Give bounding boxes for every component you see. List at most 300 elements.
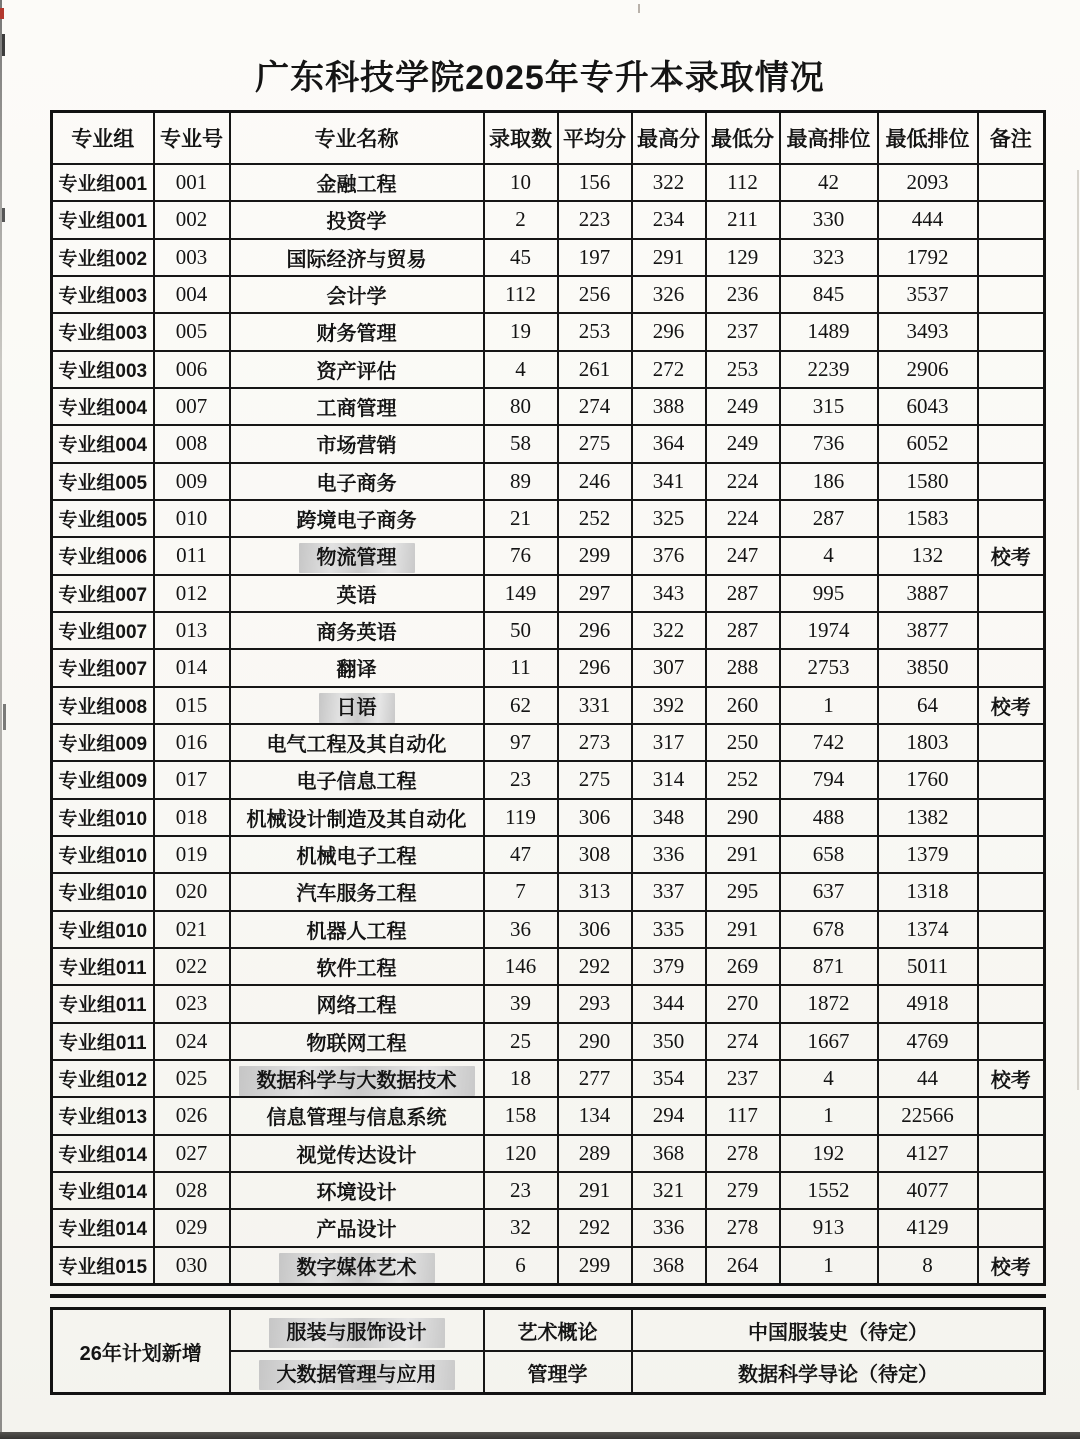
planned-new-majors-table bbox=[50, 1307, 1046, 1395]
bottom-rank-cell: 1580 bbox=[878, 463, 978, 500]
major-group-cell: 专业组014 bbox=[52, 1172, 154, 1209]
remark-cell bbox=[978, 425, 1045, 462]
header-major-no: 专业号 bbox=[154, 112, 230, 165]
admit-count-cell: 120 bbox=[484, 1135, 558, 1172]
major-group-cell: 专业组012 bbox=[52, 1060, 154, 1097]
highlighted-major-name: 大数据管理与应用 bbox=[259, 1360, 455, 1390]
min-score-cell: 287 bbox=[706, 575, 780, 612]
bottom-rank-cell: 3887 bbox=[878, 575, 978, 612]
max-score-cell: 354 bbox=[632, 1060, 706, 1097]
admit-count-cell: 149 bbox=[484, 575, 558, 612]
table-row bbox=[52, 463, 1045, 500]
min-score-cell: 278 bbox=[706, 1135, 780, 1172]
top-rank-cell: 637 bbox=[780, 873, 878, 910]
major-name-cell: 会计学 bbox=[230, 276, 484, 313]
major-name-cell: 网络工程 bbox=[230, 985, 484, 1022]
major-no-cell: 022 bbox=[154, 948, 230, 985]
major-group-cell: 专业组005 bbox=[52, 463, 154, 500]
major-name-cell bbox=[230, 687, 484, 724]
major-group-cell: 专业组003 bbox=[52, 351, 154, 388]
max-score-cell: 376 bbox=[632, 537, 706, 574]
admissions-table-body bbox=[52, 164, 1045, 1285]
max-score-cell: 336 bbox=[632, 836, 706, 873]
top-rank-cell: 658 bbox=[780, 836, 878, 873]
table-row bbox=[52, 649, 1045, 686]
min-score-cell: 224 bbox=[706, 500, 780, 537]
major-name-cell: 国际经济与贸易 bbox=[230, 239, 484, 276]
avg-score-cell: 289 bbox=[558, 1135, 632, 1172]
highlighted-major-name: 数字媒体艺术 bbox=[279, 1253, 435, 1283]
major-no-cell: 016 bbox=[154, 724, 230, 761]
major-group-cell: 专业组010 bbox=[52, 873, 154, 910]
table-row bbox=[52, 761, 1045, 798]
major-name-cell: 环境设计 bbox=[230, 1172, 484, 1209]
admit-count-cell: 62 bbox=[484, 687, 558, 724]
major-group-cell: 专业组010 bbox=[52, 799, 154, 836]
top-rank-cell: 315 bbox=[780, 388, 878, 425]
bottom-rank-cell: 22566 bbox=[878, 1097, 978, 1134]
major-name-cell: 投资学 bbox=[230, 201, 484, 238]
top-rank-cell: 192 bbox=[780, 1135, 878, 1172]
major-group-cell: 专业组003 bbox=[52, 276, 154, 313]
planned-course-cell: 数据科学导论（待定） bbox=[632, 1351, 1045, 1394]
table-row bbox=[52, 1023, 1045, 1060]
min-score-cell: 236 bbox=[706, 276, 780, 313]
top-rank-cell: 736 bbox=[780, 425, 878, 462]
min-score-cell: 264 bbox=[706, 1247, 780, 1285]
avg-score-cell: 256 bbox=[558, 276, 632, 313]
max-score-cell: 336 bbox=[632, 1209, 706, 1246]
top-rank-cell: 42 bbox=[780, 164, 878, 201]
avg-score-cell: 290 bbox=[558, 1023, 632, 1060]
max-score-cell: 344 bbox=[632, 985, 706, 1022]
major-no-cell: 015 bbox=[154, 687, 230, 724]
scan-mark bbox=[2, 208, 5, 222]
avg-score-cell: 134 bbox=[558, 1097, 632, 1134]
scan-mark bbox=[638, 4, 640, 13]
table-row bbox=[52, 799, 1045, 836]
table-row bbox=[52, 985, 1045, 1022]
min-score-cell: 291 bbox=[706, 911, 780, 948]
table-row bbox=[52, 612, 1045, 649]
top-rank-cell: 488 bbox=[780, 799, 878, 836]
bottom-rank-cell: 4127 bbox=[878, 1135, 978, 1172]
major-name-cell: 工商管理 bbox=[230, 388, 484, 425]
admit-count-cell: 45 bbox=[484, 239, 558, 276]
admit-count-cell: 158 bbox=[484, 1097, 558, 1134]
planned-major-name-cell bbox=[230, 1309, 484, 1352]
major-group-cell: 专业组005 bbox=[52, 500, 154, 537]
top-rank-cell: 913 bbox=[780, 1209, 878, 1246]
major-no-cell: 002 bbox=[154, 201, 230, 238]
major-name-cell: 翻译 bbox=[230, 649, 484, 686]
remark-cell: 校考 bbox=[978, 687, 1045, 724]
major-no-cell: 006 bbox=[154, 351, 230, 388]
table-row bbox=[52, 575, 1045, 612]
table-row bbox=[52, 351, 1045, 388]
header-avg-score: 平均分 bbox=[558, 112, 632, 165]
header-major-group: 专业组 bbox=[52, 112, 154, 165]
remark-cell bbox=[978, 1023, 1045, 1060]
table-row bbox=[52, 1135, 1045, 1172]
table-row bbox=[52, 276, 1045, 313]
major-group-cell: 专业组007 bbox=[52, 649, 154, 686]
major-name-cell: 金融工程 bbox=[230, 164, 484, 201]
table-row bbox=[52, 724, 1045, 761]
max-score-cell: 335 bbox=[632, 911, 706, 948]
avg-score-cell: 274 bbox=[558, 388, 632, 425]
avg-score-cell: 275 bbox=[558, 425, 632, 462]
major-no-cell: 029 bbox=[154, 1209, 230, 1246]
top-rank-cell: 4 bbox=[780, 537, 878, 574]
remark-cell bbox=[978, 985, 1045, 1022]
major-name-cell bbox=[230, 537, 484, 574]
max-score-cell: 307 bbox=[632, 649, 706, 686]
max-score-cell: 392 bbox=[632, 687, 706, 724]
max-score-cell: 368 bbox=[632, 1247, 706, 1285]
major-group-cell: 专业组014 bbox=[52, 1209, 154, 1246]
highlighted-major-name: 数据科学与大数据技术 bbox=[239, 1066, 475, 1096]
top-rank-cell: 2239 bbox=[780, 351, 878, 388]
bottom-rank-cell: 1374 bbox=[878, 911, 978, 948]
avg-score-cell: 296 bbox=[558, 612, 632, 649]
bottom-rank-cell: 1760 bbox=[878, 761, 978, 798]
max-score-cell: 322 bbox=[632, 612, 706, 649]
avg-score-cell: 296 bbox=[558, 649, 632, 686]
top-rank-cell: 4 bbox=[780, 1060, 878, 1097]
min-score-cell: 224 bbox=[706, 463, 780, 500]
major-no-cell: 019 bbox=[154, 836, 230, 873]
bottom-rank-cell: 44 bbox=[878, 1060, 978, 1097]
major-group-cell: 专业组003 bbox=[52, 313, 154, 350]
major-no-cell: 023 bbox=[154, 985, 230, 1022]
table-row bbox=[52, 164, 1045, 201]
major-no-cell: 003 bbox=[154, 239, 230, 276]
major-group-cell: 专业组013 bbox=[52, 1097, 154, 1134]
remark-cell bbox=[978, 911, 1045, 948]
major-no-cell: 027 bbox=[154, 1135, 230, 1172]
bottom-rank-cell: 2093 bbox=[878, 164, 978, 201]
top-rank-cell: 1552 bbox=[780, 1172, 878, 1209]
max-score-cell: 337 bbox=[632, 873, 706, 910]
bottom-rank-cell: 8 bbox=[878, 1247, 978, 1285]
avg-score-cell: 306 bbox=[558, 799, 632, 836]
major-no-cell: 013 bbox=[154, 612, 230, 649]
major-group-cell: 专业组007 bbox=[52, 612, 154, 649]
admit-count-cell: 4 bbox=[484, 351, 558, 388]
admit-count-cell: 25 bbox=[484, 1023, 558, 1060]
admit-count-cell: 36 bbox=[484, 911, 558, 948]
remark-cell bbox=[978, 388, 1045, 425]
min-score-cell: 287 bbox=[706, 612, 780, 649]
major-group-cell: 专业组009 bbox=[52, 724, 154, 761]
remark-cell bbox=[978, 1209, 1045, 1246]
min-score-cell: 291 bbox=[706, 836, 780, 873]
top-rank-cell: 1872 bbox=[780, 985, 878, 1022]
major-no-cell: 009 bbox=[154, 463, 230, 500]
major-no-cell: 014 bbox=[154, 649, 230, 686]
header-remark: 备注 bbox=[978, 112, 1045, 165]
top-rank-cell: 1 bbox=[780, 1097, 878, 1134]
major-no-cell: 020 bbox=[154, 873, 230, 910]
min-score-cell: 253 bbox=[706, 351, 780, 388]
planned-major-row bbox=[52, 1309, 1045, 1352]
major-group-cell: 专业组009 bbox=[52, 761, 154, 798]
major-group-cell: 专业组014 bbox=[52, 1135, 154, 1172]
top-rank-cell: 678 bbox=[780, 911, 878, 948]
major-name-cell: 电子信息工程 bbox=[230, 761, 484, 798]
bottom-rank-cell: 5011 bbox=[878, 948, 978, 985]
planned-new-majors-body bbox=[52, 1309, 1045, 1394]
bottom-rank-cell: 1583 bbox=[878, 500, 978, 537]
remark-cell bbox=[978, 799, 1045, 836]
top-rank-cell: 1974 bbox=[780, 612, 878, 649]
bottom-rank-cell: 3850 bbox=[878, 649, 978, 686]
min-score-cell: 112 bbox=[706, 164, 780, 201]
remark-cell bbox=[978, 164, 1045, 201]
admit-count-cell: 76 bbox=[484, 537, 558, 574]
top-rank-cell: 742 bbox=[780, 724, 878, 761]
major-name-cell: 跨境电子商务 bbox=[230, 500, 484, 537]
table-row bbox=[52, 1097, 1045, 1134]
top-rank-cell: 330 bbox=[780, 201, 878, 238]
avg-score-cell: 156 bbox=[558, 164, 632, 201]
admit-count-cell: 23 bbox=[484, 761, 558, 798]
top-rank-cell: 1 bbox=[780, 687, 878, 724]
major-name-cell: 软件工程 bbox=[230, 948, 484, 985]
header-bottom-rank: 最低排位 bbox=[878, 112, 978, 165]
remark-cell bbox=[978, 724, 1045, 761]
avg-score-cell: 297 bbox=[558, 575, 632, 612]
top-rank-cell: 1667 bbox=[780, 1023, 878, 1060]
header-max-score: 最高分 bbox=[632, 112, 706, 165]
top-rank-cell: 845 bbox=[780, 276, 878, 313]
major-group-cell: 专业组011 bbox=[52, 985, 154, 1022]
major-name-cell: 机械电子工程 bbox=[230, 836, 484, 873]
max-score-cell: 350 bbox=[632, 1023, 706, 1060]
major-group-cell: 专业组002 bbox=[52, 239, 154, 276]
scan-bottom-strip bbox=[0, 1432, 1080, 1439]
admit-count-cell: 146 bbox=[484, 948, 558, 985]
table-row bbox=[52, 948, 1045, 985]
scan-right-edge bbox=[1077, 170, 1079, 1090]
max-score-cell: 343 bbox=[632, 575, 706, 612]
major-no-cell: 017 bbox=[154, 761, 230, 798]
avg-score-cell: 223 bbox=[558, 201, 632, 238]
major-no-cell: 001 bbox=[154, 164, 230, 201]
highlighted-major-name: 日语 bbox=[319, 693, 395, 723]
avg-score-cell: 299 bbox=[558, 537, 632, 574]
table-row bbox=[52, 836, 1045, 873]
remark-cell bbox=[978, 1097, 1045, 1134]
min-score-cell: 249 bbox=[706, 388, 780, 425]
max-score-cell: 368 bbox=[632, 1135, 706, 1172]
planned-subject-cell: 管理学 bbox=[484, 1351, 632, 1394]
major-group-cell: 专业组010 bbox=[52, 911, 154, 948]
avg-score-cell: 197 bbox=[558, 239, 632, 276]
major-name-cell: 物联网工程 bbox=[230, 1023, 484, 1060]
remark-cell: 校考 bbox=[978, 537, 1045, 574]
major-name-cell: 商务英语 bbox=[230, 612, 484, 649]
header-admit-count: 录取数 bbox=[484, 112, 558, 165]
major-group-cell: 专业组007 bbox=[52, 575, 154, 612]
min-score-cell: 269 bbox=[706, 948, 780, 985]
highlighted-major-name: 物流管理 bbox=[299, 543, 415, 573]
major-group-cell: 专业组006 bbox=[52, 537, 154, 574]
planned-course-cell: 中国服装史（待定） bbox=[632, 1309, 1045, 1352]
table-row bbox=[52, 911, 1045, 948]
top-rank-cell: 1489 bbox=[780, 313, 878, 350]
avg-score-cell: 252 bbox=[558, 500, 632, 537]
max-score-cell: 379 bbox=[632, 948, 706, 985]
planned-subject-cell: 艺术概论 bbox=[484, 1309, 632, 1352]
bottom-rank-cell: 64 bbox=[878, 687, 978, 724]
header-row bbox=[52, 112, 1045, 165]
major-group-cell: 专业组011 bbox=[52, 1023, 154, 1060]
min-score-cell: 270 bbox=[706, 985, 780, 1022]
min-score-cell: 237 bbox=[706, 313, 780, 350]
red-scan-mark bbox=[0, 8, 4, 19]
remark-cell bbox=[978, 463, 1045, 500]
min-score-cell: 237 bbox=[706, 1060, 780, 1097]
max-score-cell: 341 bbox=[632, 463, 706, 500]
avg-score-cell: 293 bbox=[558, 985, 632, 1022]
major-name-cell: 产品设计 bbox=[230, 1209, 484, 1246]
max-score-cell: 321 bbox=[632, 1172, 706, 1209]
major-group-cell: 专业组004 bbox=[52, 388, 154, 425]
max-score-cell: 234 bbox=[632, 201, 706, 238]
admit-count-cell: 21 bbox=[484, 500, 558, 537]
major-name-cell: 市场营销 bbox=[230, 425, 484, 462]
remark-cell bbox=[978, 612, 1045, 649]
major-no-cell: 004 bbox=[154, 276, 230, 313]
major-name-cell: 视觉传达设计 bbox=[230, 1135, 484, 1172]
table-row bbox=[52, 1209, 1045, 1246]
top-rank-cell: 995 bbox=[780, 575, 878, 612]
table-row bbox=[52, 1060, 1045, 1097]
min-score-cell: 260 bbox=[706, 687, 780, 724]
bottom-rank-cell: 1318 bbox=[878, 873, 978, 910]
top-rank-cell: 2753 bbox=[780, 649, 878, 686]
table-row bbox=[52, 873, 1045, 910]
admit-count-cell: 47 bbox=[484, 836, 558, 873]
table-row bbox=[52, 537, 1045, 574]
bottom-rank-cell: 1382 bbox=[878, 799, 978, 836]
bottom-rank-cell: 1792 bbox=[878, 239, 978, 276]
remark-cell bbox=[978, 948, 1045, 985]
avg-score-cell: 261 bbox=[558, 351, 632, 388]
bottom-rank-cell: 444 bbox=[878, 201, 978, 238]
admit-count-cell: 2 bbox=[484, 201, 558, 238]
remark-cell bbox=[978, 1172, 1045, 1209]
major-no-cell: 021 bbox=[154, 911, 230, 948]
max-score-cell: 388 bbox=[632, 388, 706, 425]
avg-score-cell: 292 bbox=[558, 1209, 632, 1246]
admit-count-cell: 50 bbox=[484, 612, 558, 649]
major-name-cell: 英语 bbox=[230, 575, 484, 612]
major-group-cell: 专业组010 bbox=[52, 836, 154, 873]
bottom-rank-cell: 6052 bbox=[878, 425, 978, 462]
major-no-cell: 012 bbox=[154, 575, 230, 612]
major-name-cell: 财务管理 bbox=[230, 313, 484, 350]
admit-count-cell: 119 bbox=[484, 799, 558, 836]
avg-score-cell: 277 bbox=[558, 1060, 632, 1097]
header-top-rank: 最高排位 bbox=[780, 112, 878, 165]
remark-cell bbox=[978, 1135, 1045, 1172]
admit-count-cell: 6 bbox=[484, 1247, 558, 1285]
major-no-cell: 024 bbox=[154, 1023, 230, 1060]
remark-cell bbox=[978, 351, 1045, 388]
scan-mark bbox=[3, 704, 6, 730]
page-title: 广东科技学院2025年专升本录取情况 bbox=[255, 59, 825, 97]
remark-cell bbox=[978, 276, 1045, 313]
major-name-cell: 信息管理与信息系统 bbox=[230, 1097, 484, 1134]
table-row bbox=[52, 687, 1045, 724]
top-rank-cell: 186 bbox=[780, 463, 878, 500]
top-rank-cell: 794 bbox=[780, 761, 878, 798]
max-score-cell: 326 bbox=[632, 276, 706, 313]
table-row bbox=[52, 388, 1045, 425]
major-group-cell: 专业组008 bbox=[52, 687, 154, 724]
bottom-rank-cell: 1803 bbox=[878, 724, 978, 761]
major-no-cell: 026 bbox=[154, 1097, 230, 1134]
major-name-cell: 汽车服务工程 bbox=[230, 873, 484, 910]
table-row bbox=[52, 1247, 1045, 1285]
min-score-cell: 250 bbox=[706, 724, 780, 761]
bottom-rank-cell: 4077 bbox=[878, 1172, 978, 1209]
major-no-cell: 028 bbox=[154, 1172, 230, 1209]
major-no-cell: 007 bbox=[154, 388, 230, 425]
avg-score-cell: 292 bbox=[558, 948, 632, 985]
admit-count-cell: 97 bbox=[484, 724, 558, 761]
planned-major-name-cell bbox=[230, 1351, 484, 1394]
bottom-rank-cell: 1379 bbox=[878, 836, 978, 873]
avg-score-cell: 253 bbox=[558, 313, 632, 350]
major-no-cell: 018 bbox=[154, 799, 230, 836]
bottom-rank-cell: 4918 bbox=[878, 985, 978, 1022]
admit-count-cell: 18 bbox=[484, 1060, 558, 1097]
remark-cell bbox=[978, 836, 1045, 873]
major-name-cell: 机械设计制造及其自动化 bbox=[230, 799, 484, 836]
table-row bbox=[52, 313, 1045, 350]
max-score-cell: 291 bbox=[632, 239, 706, 276]
major-group-cell: 专业组001 bbox=[52, 201, 154, 238]
admit-count-cell: 112 bbox=[484, 276, 558, 313]
major-group-cell: 专业组015 bbox=[52, 1247, 154, 1285]
admit-count-cell: 11 bbox=[484, 649, 558, 686]
max-score-cell: 348 bbox=[632, 799, 706, 836]
min-score-cell: 211 bbox=[706, 201, 780, 238]
avg-score-cell: 331 bbox=[558, 687, 632, 724]
max-score-cell: 325 bbox=[632, 500, 706, 537]
remark-cell bbox=[978, 575, 1045, 612]
header-major-name: 专业名称 bbox=[230, 112, 484, 165]
admit-count-cell: 19 bbox=[484, 313, 558, 350]
admit-count-cell: 7 bbox=[484, 873, 558, 910]
highlighted-major-name: 服装与服饰设计 bbox=[269, 1318, 445, 1348]
avg-score-cell: 299 bbox=[558, 1247, 632, 1285]
max-score-cell: 272 bbox=[632, 351, 706, 388]
table-row bbox=[52, 425, 1045, 462]
bottom-rank-cell: 6043 bbox=[878, 388, 978, 425]
admissions-table bbox=[50, 110, 1046, 1286]
planned-new-label-cell: 26年计划新增 bbox=[52, 1309, 230, 1394]
avg-score-cell: 306 bbox=[558, 911, 632, 948]
section-divider bbox=[50, 1294, 1046, 1298]
max-score-cell: 364 bbox=[632, 425, 706, 462]
major-group-cell: 专业组001 bbox=[52, 164, 154, 201]
top-rank-cell: 871 bbox=[780, 948, 878, 985]
